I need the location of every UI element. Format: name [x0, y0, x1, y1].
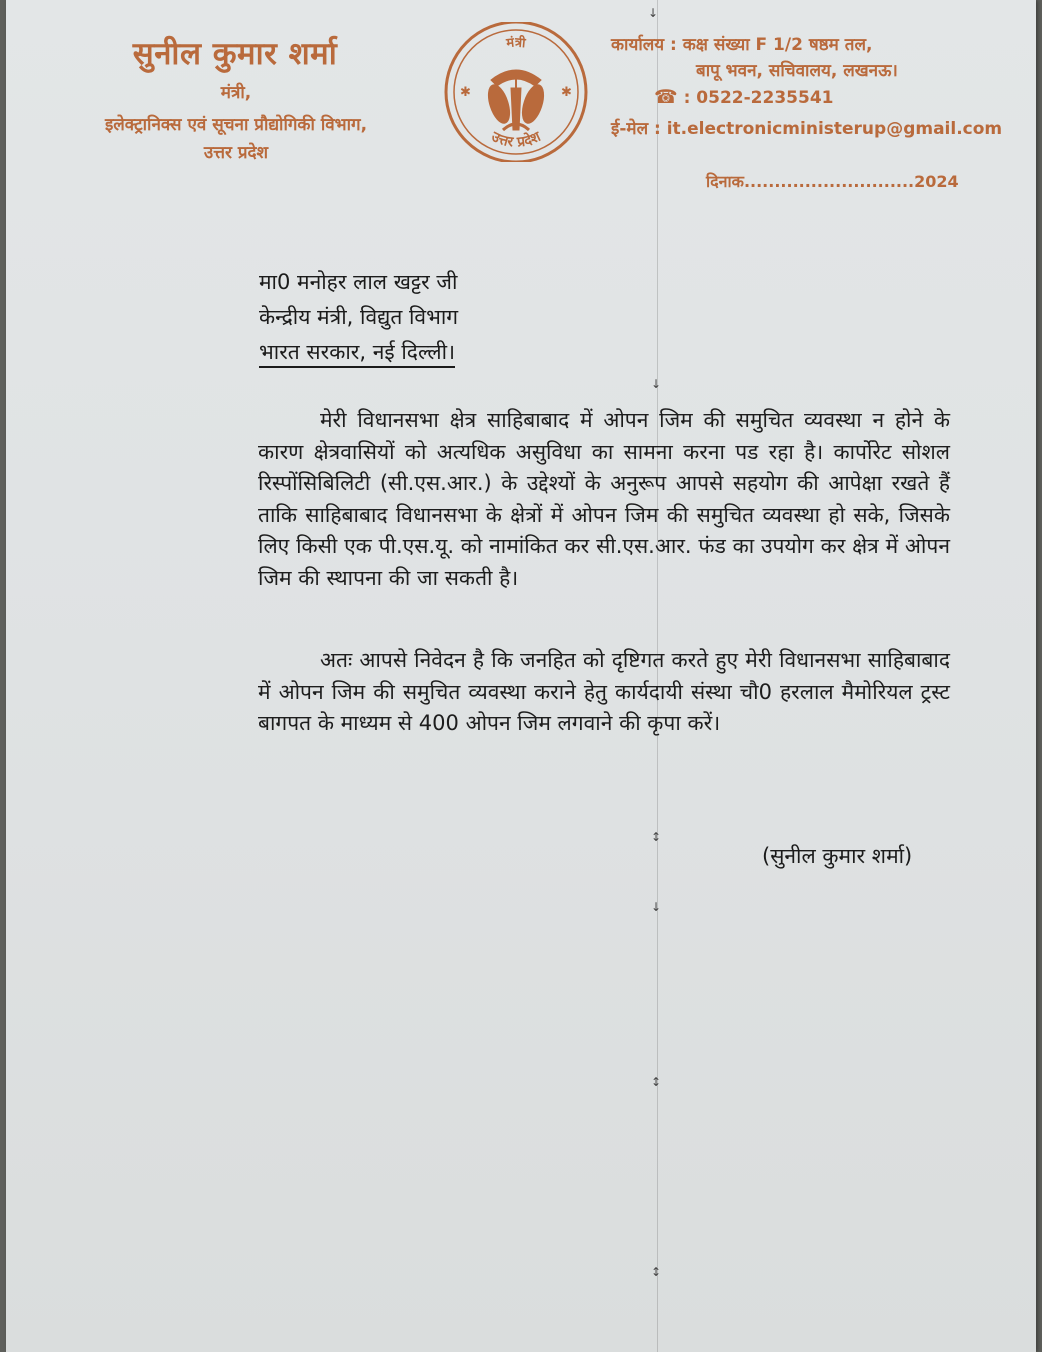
- letter-sheet: [6, 0, 1036, 1352]
- punch-mark: ↕: [651, 1265, 662, 1279]
- up-government-emblem: [443, 22, 589, 162]
- emblem-top-text: मंत्री: [505, 35, 527, 52]
- date-line: दिनाक............................2024: [706, 172, 959, 191]
- punch-mark: ↓: [648, 6, 659, 20]
- addressee-office-text: भारत सरकार, नई दिल्ली।: [259, 340, 455, 368]
- svg-text:मंत्री: [504, 34, 526, 51]
- addressee-office: [259, 338, 455, 366]
- sender-department: इलेक्ट्रानिक्स एवं सूचना प्रौद्योगिकी विभाग,: [104, 115, 368, 135]
- sender-state: उत्तर प्रदेश: [203, 143, 269, 163]
- addressee-name: मा0 मनोहर लाल खट्टर जी: [259, 270, 458, 294]
- body-paragraph-2: अतः आपसे निवेदन है कि जनहित को दृष्टिगत करते हुए मेरी विधानसभा साहिबाबाद में ओपन जिम की समुचित व्यवस्था कराने हेतु कार्यदायी संस्था चौ0 हरलाल मैमोरियल ट्रस्ट बागपत के माध्यम से 400 ओपन जिम लगवाने की कृपा करें।: [258, 648, 950, 735]
- office-address-line2: बापू भवन, सचिवालय, लखनऊ।: [696, 61, 898, 81]
- body-paragraph-1: मेरी विधानसभा क्षेत्र साहिबाबाद में ओपन जिम की समुचित व्यवस्था न होने के कारण क्षेत्रवासियों को अत्यधिक असुविधा का सामना करना पड रहा है। कार्पोरेट सोशल रिस्पोंसिबिलिटी (सी.एस.आर.) के उद्देश्यों के अनुरूप आपसे सहयोग की आपेक्षा रखते हैं ताकि साहिबाबाद विधानसभा के क्षेत्रों में ओपन जिम की समुचित व्यवस्था हो सके, जिसके लिए किसी एक पी.एस.यू. को नामांकित कर सी.एस.आर. फंड का उपयोग कर क्षेत्र में ओपन जिम की स्थापना की जा सकती है।: [258, 408, 950, 590]
- svg-text:✱: ✱: [561, 85, 572, 100]
- punch-mark: ↕: [651, 1075, 662, 1089]
- office-address-line1: कार्यालय : कक्ष संख्या F 1/2 षष्ठम तल,: [611, 35, 873, 55]
- punch-mark: ↓: [651, 900, 662, 914]
- signature-block: (सुनील कुमार शर्मा): [762, 844, 913, 868]
- svg-text:✱: ✱: [460, 85, 471, 100]
- email-line: ई-मेल : it.electronicministerup@gmail.com: [611, 119, 1003, 139]
- svg-text:उत्तर प्रदेश: [488, 128, 544, 150]
- addressee-designation: केन्द्रीय मंत्री, विद्युत विभाग: [259, 305, 459, 329]
- punch-mark: ↕: [651, 830, 662, 844]
- sender-name: सुनील कुमार शर्मा: [132, 36, 338, 72]
- phone-number: : 0522-2235541: [683, 88, 834, 108]
- sender-designation: मंत्री,: [220, 83, 252, 103]
- phone-line: [654, 86, 833, 108]
- punch-mark: ↓: [651, 377, 662, 391]
- telephone-icon: ☎: [654, 86, 678, 108]
- emblem-bottom-text: उत्तर प्रदेश: [488, 128, 544, 151]
